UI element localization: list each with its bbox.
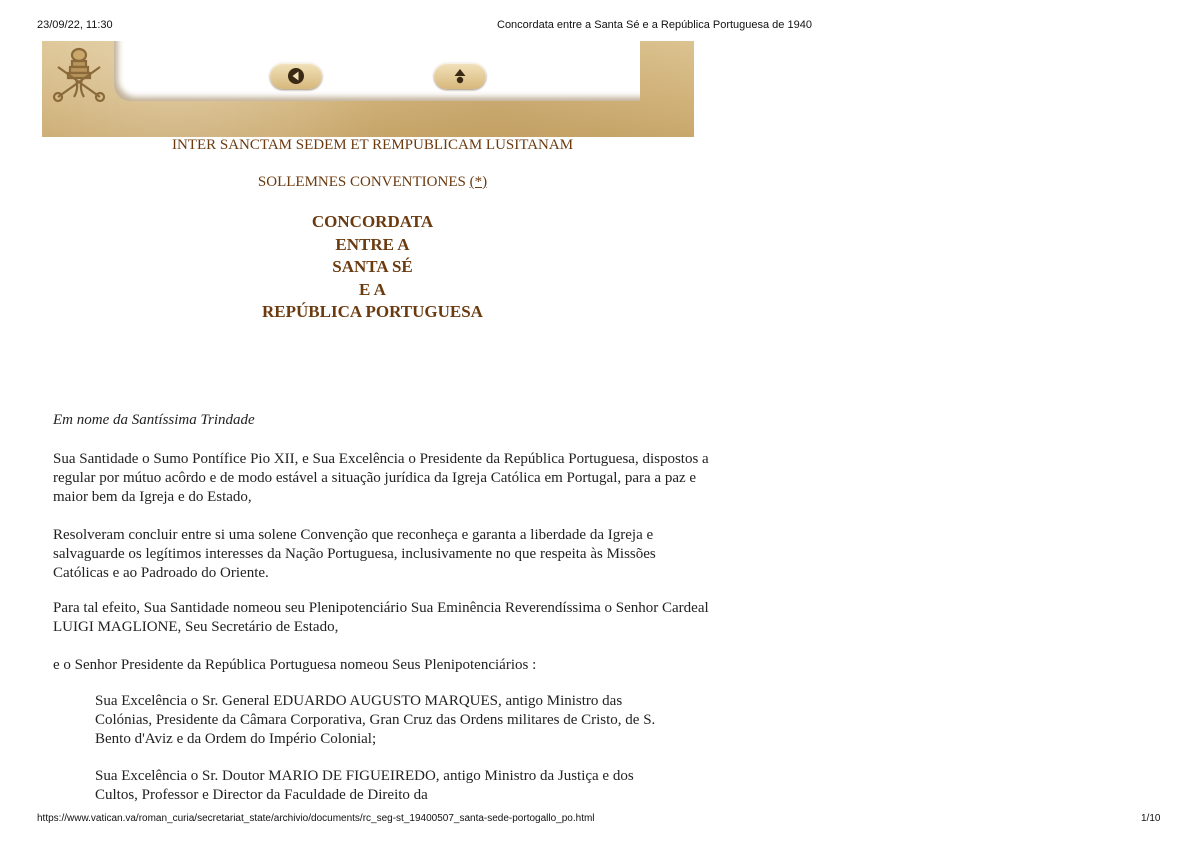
title-line: E A — [359, 279, 386, 299]
heading-sollemnes — [0, 174, 745, 191]
document-title — [0, 211, 745, 324]
title-line: ENTRE A — [335, 234, 410, 254]
print-footer — [0, 813, 1200, 829]
page-number: 1/10 — [1141, 813, 1161, 824]
paragraph: e o Senhor Presidente da República Portuguesa nomeou Seus Plenipotenciários : — [53, 657, 537, 673]
title-line: SANTA SÉ — [332, 257, 413, 276]
banner-inner-panel — [114, 41, 640, 101]
print-datetime: 23/09/22, 11:30 — [37, 19, 113, 31]
up-arrow-icon — [450, 67, 470, 85]
print-url: https://www.vatican.va/roman_curia/secretariat_state/archivio/documents/rc_seg-st_19400507_santa-sede-portogallo_po.html — [37, 813, 595, 824]
paragraph: Para tal efeito, Sua Santidade nomeou seu Plenipotenciário Sua Eminência Reverendíssima o Senhor Cardeal LUIGI MAGLIONE, Seu Secretário de Estado, — [53, 600, 709, 635]
heading-inter-sanctam: INTER SANCTAM SEDEM ET REMPUBLICAM LUSITANAM — [171, 137, 574, 153]
sollemnes-text: SOLLEMNES CONVENTIONES — [257, 174, 466, 190]
paragraph: Resolveram concluir entre si uma solene Convenção que reconheça e garanta a liberdade da Igreja e salvaguarde os legítimos interesses da Nação Portuguesa, inclusivamente no que respeita às Missões Católicas e ao Padroado do Oriente. — [53, 527, 656, 581]
plenipotentiary-paragraph: Sua Excelência o Sr. Doutor MARIO DE FIGUEIREDO, antigo Ministro da Justiça e dos Cultos, Professor e Director da Faculdade de Direito da — [95, 768, 634, 803]
print-document-title: Concordata entre a Santa Sé e a República Portuguesa de 1940 — [497, 19, 812, 31]
back-arrow-icon — [286, 67, 306, 85]
print-header — [0, 19, 1200, 35]
plenipotentiary-paragraph: Sua Excelência o Sr. General EDUARDO AUGUSTO MARQUES, antigo Ministro das Colónias, Presidente da Câmara Corporativa, Gran Cruz das Ordens militares de Cristo, de S. Bento d'Aviz e da Ordem do Império Colonial; — [95, 693, 656, 747]
papal-keys-emblem-icon[interactable] — [46, 45, 112, 103]
title-line: REPÚBLICA PORTUGUESA — [262, 302, 483, 321]
invocation: Em nome da Santíssima Trindade — [53, 412, 255, 428]
up-button[interactable] — [434, 63, 486, 89]
footnote-link[interactable]: (*) — [469, 174, 488, 190]
title-line: CONCORDATA — [311, 212, 434, 231]
vatican-banner — [42, 41, 694, 137]
back-button[interactable] — [270, 63, 322, 89]
paragraph: Sua Santidade o Sumo Pontífice Pio XII, e Sua Excelência o Presidente da República Portuguesa, dispostos a regular por mútuo acôrdo e de modo estável a situação jurídica da Igreja Católica em Portugal, para a paz e maior bem da Igreja e do Estado, — [53, 451, 709, 505]
